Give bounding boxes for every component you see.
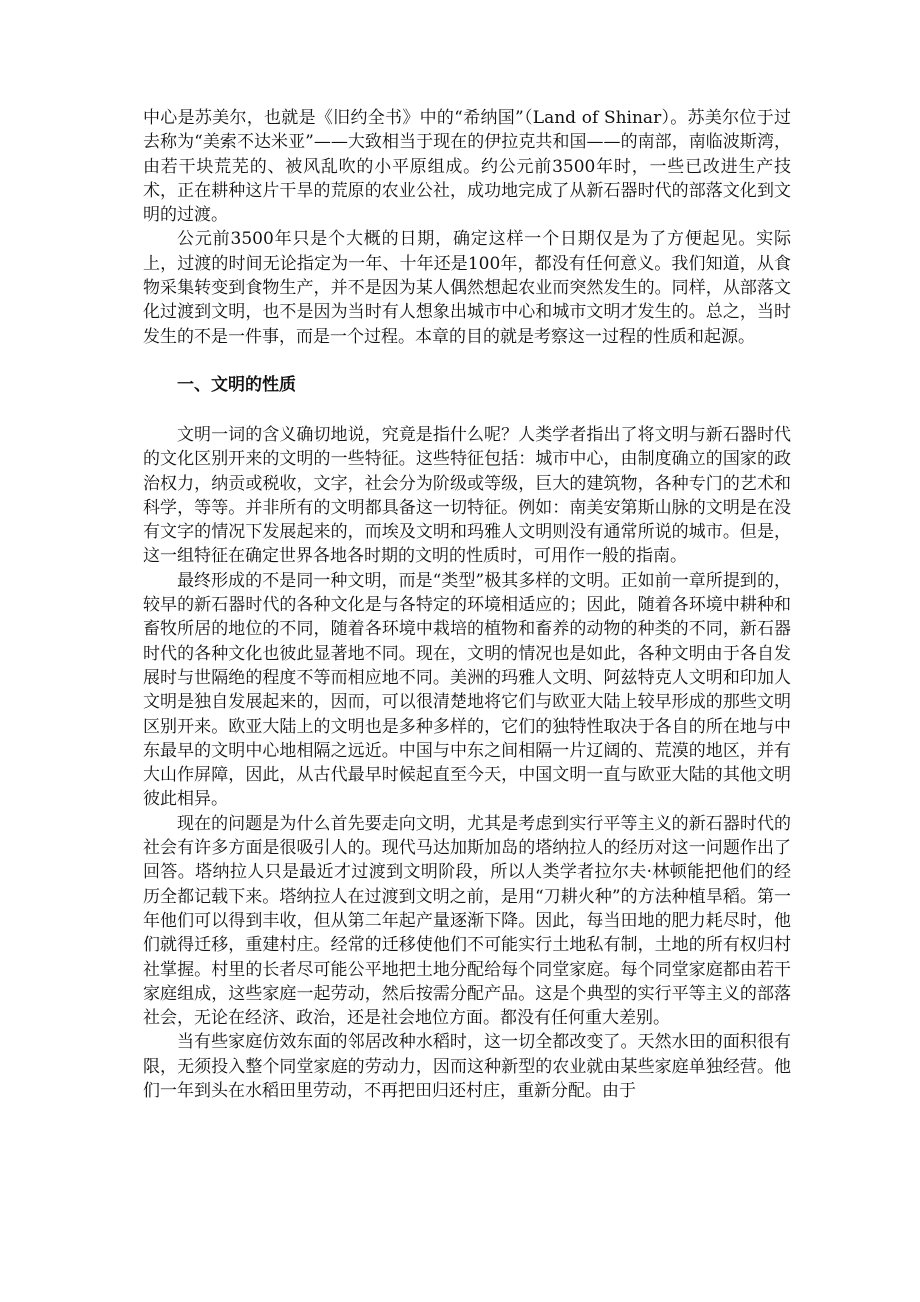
- paragraph-section-4: 当有些家庭仿效东面的邻居改种水稻时，这一切全都改变了。天然水田的面积很有限，无须投入整个同堂家庭的劳动力，因而这种新型的农业就由某些家庭单独经营。他们一年到头在水稻田里劳动，不再把田归还村庄，重新分配。由于: [143, 1032, 791, 1101]
- paragraph-section-3: 现在的问题是为什么首先要走向文明，尤其是考虑到实行平等主义的新石器时代的社会有许多方面是很吸引人的。现代马达加斯加岛的塔纳拉人的经历对这一问题作出了回答。塔纳拉人只是最近才过渡到文明阶段，所以人类学者拉尔夫·林顿能把他们的经历全都记载下来。塔纳拉人在过渡到文明之前，是用“刀耕火种”的方法种植旱稻。第一年他们可以得到丰收，但从第二年起产量逐渐下降。因此，每当田地的肥力耗尽时，他们就得迁移，重建村庄。经常的迁移使他们不可能实行土地私有制，土地的所有权归村社掌握。村里的长者尽可能公平地把土地分配给每个同堂家庭。每个同堂家庭都由若干家庭组成，这些家庭一起劳动，然后按需分配产品。这是个典型的实行平等主义的部落社会，无论在经济、政治，还是社会地位方面。都没有任何重大差别。: [143, 813, 791, 1029]
- section-heading: 一、文明的性质: [177, 374, 296, 395]
- paragraph-intro-1: 中心是苏美尔，也就是《旧约全书》中的“希纳国”（Land of Shinar）。苏美尔位于过去称为“美索不达米亚”——大致相当于现在的伊拉克共和国——的南部，南临波斯湾，由若干块荒芜的、被风乱吹的小平原组成。约公元前3500年时，一些已改进生产技术，正在耕种这片干旱的荒原的农业公社，成功地完成了从新石器时代的部落文化到文明的过渡。: [143, 108, 791, 226]
- paragraph-section-1: 文明一词的含义确切地说，究竟是指什么呢？人类学者指出了将文明与新石器时代的文化区别开来的文明的一些特征。这些特征包括：城市中心，由制度确立的国家的政治权力，纳贡或税收，文字，社会分为阶级或等级，巨大的建筑物，各种专门的艺术和科学，等等。并非所有的文明都具备这一切特征。例如：南美安第斯山脉的文明是在没有文字的情况下发展起来的，而埃及文明和玛雅人文明则没有通常所说的城市。但是，这一组特征在确定世界各地各时期的文明的性质时，可用作一般的指南。: [143, 424, 791, 567]
- paragraph-section-2: 最终形成的不是同一种文明，而是“类型”极其多样的文明。正如前一章所提到的，较早的新石器时代的各种文化是与各特定的环境相适应的；因此，随着各环境中耕种和畜牧所居的地位的不同，随着各环境中栽培的植物和畜养的动物的种类的不同，新石器时代的各种文化也彼此显著地不同。现在，文明的情况也是如此，各种文明由于各自发展时与世隔绝的程度不等而相应地不同。美洲的玛雅人文明、阿兹特克人文明和印加人文明是独自发展起来的，因而，可以很清楚地将它们与欧亚大陆上较早形成的那些文明区别开来。欧亚大陆上的文明也是多种多样的，它们的独特性取决于各自的所在地与中东最早的文明中心地相隔之远近。中国与中东之间相隔一片辽阔的、荒漠的地区，并有大山作屏障，因此，从古代最早时候起直至今天，中国文明一直与欧亚大陆的其他文明彼此相异。: [143, 570, 791, 810]
- document-page: [143, 106, 791, 1103]
- paragraph-intro-2: 公元前3500年只是个大概的日期，确定这样一个日期仅是为了方便起见。实际上，过渡的时间无论指定为一年、十年还是100年，都没有任何意义。我们知道，从食物采集转变到食物生产，并不是因为某人偶然想起农业而突然发生的。同样，从部落文化过渡到文明，也不是因为当时有人想象出城市中心和城市文明才发生的。总之，当时发生的不是一件事，而是一个过程。本章的目的就是考察这一过程的性质和起源。: [143, 229, 791, 347]
